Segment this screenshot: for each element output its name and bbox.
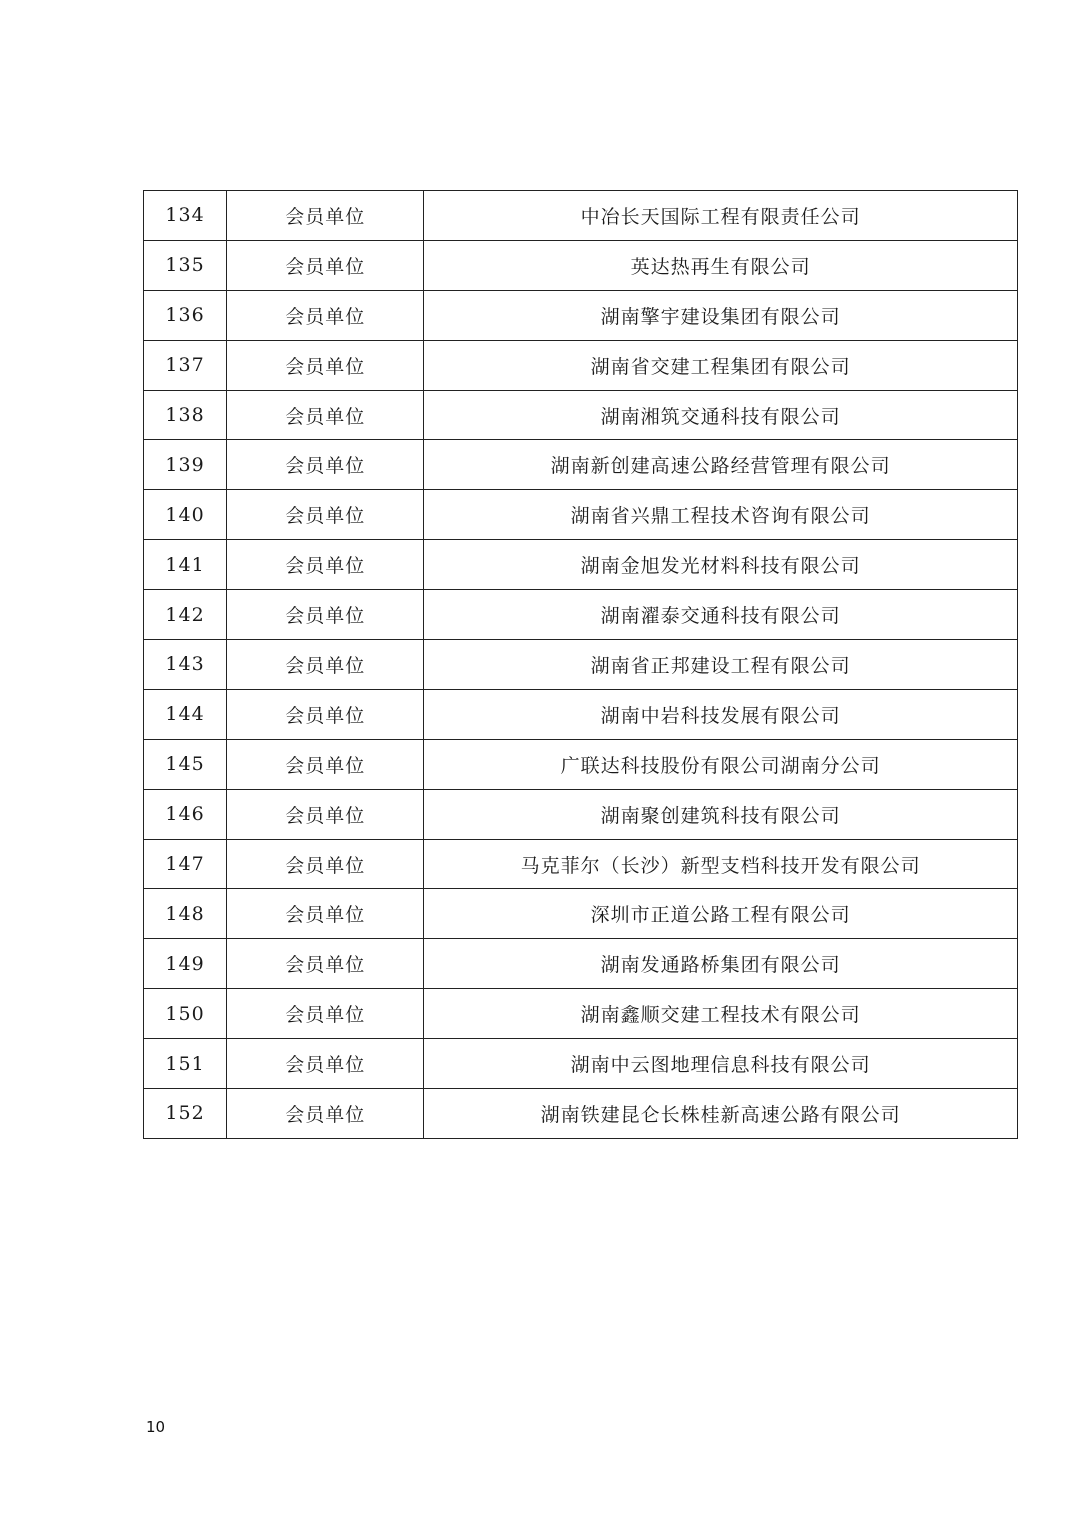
member-type-cell: 会员单位 — [227, 540, 424, 590]
member-type-cell: 会员单位 — [227, 340, 424, 390]
member-table — [143, 190, 1018, 1139]
company-name-cell: 湖南中岩科技发展有限公司 — [424, 689, 1018, 739]
company-name-cell: 湖南铁建昆仑长株桂新高速公路有限公司 — [424, 1089, 1018, 1139]
member-type-cell: 会员单位 — [227, 1089, 424, 1139]
member-type-cell: 会员单位 — [227, 889, 424, 939]
table-row — [144, 290, 1018, 340]
row-number-cell: 134 — [144, 191, 227, 241]
row-number-cell: 142 — [144, 590, 227, 640]
table-row — [144, 540, 1018, 590]
member-type-cell: 会员单位 — [227, 789, 424, 839]
row-number-cell: 143 — [144, 640, 227, 690]
member-type-cell: 会员单位 — [227, 689, 424, 739]
company-name-cell: 湖南聚创建筑科技有限公司 — [424, 789, 1018, 839]
member-type-cell: 会员单位 — [227, 739, 424, 789]
row-number-cell: 148 — [144, 889, 227, 939]
table-row — [144, 1089, 1018, 1139]
member-type-cell: 会员单位 — [227, 390, 424, 440]
member-type-cell: 会员单位 — [227, 440, 424, 490]
company-name-cell: 湖南鑫顺交建工程技术有限公司 — [424, 989, 1018, 1039]
member-type-cell: 会员单位 — [227, 1039, 424, 1089]
member-type-cell: 会员单位 — [227, 640, 424, 690]
member-type-cell: 会员单位 — [227, 240, 424, 290]
member-type-cell: 会员单位 — [227, 590, 424, 640]
table-row — [144, 440, 1018, 490]
company-name-cell: 深圳市正道公路工程有限公司 — [424, 889, 1018, 939]
row-number-cell: 140 — [144, 490, 227, 540]
company-name-cell: 湖南金旭发光材料科技有限公司 — [424, 540, 1018, 590]
row-number-cell: 135 — [144, 240, 227, 290]
member-type-cell: 会员单位 — [227, 839, 424, 889]
table-row — [144, 839, 1018, 889]
row-number-cell: 139 — [144, 440, 227, 490]
table-row — [144, 1039, 1018, 1089]
company-name-cell: 英达热再生有限公司 — [424, 240, 1018, 290]
table-row — [144, 789, 1018, 839]
company-name-cell: 广联达科技股份有限公司湖南分公司 — [424, 739, 1018, 789]
row-number-cell: 138 — [144, 390, 227, 440]
company-name-cell: 湖南新创建高速公路经营管理有限公司 — [424, 440, 1018, 490]
member-type-cell: 会员单位 — [227, 290, 424, 340]
row-number-cell: 136 — [144, 290, 227, 340]
company-name-cell: 湖南濯泰交通科技有限公司 — [424, 590, 1018, 640]
company-name-cell: 中冶长天国际工程有限责任公司 — [424, 191, 1018, 241]
table-row — [144, 191, 1018, 241]
member-table-body — [144, 191, 1018, 1139]
row-number-cell: 152 — [144, 1089, 227, 1139]
company-name-cell: 湖南湘筑交通科技有限公司 — [424, 390, 1018, 440]
row-number-cell: 144 — [144, 689, 227, 739]
table-row — [144, 340, 1018, 390]
row-number-cell: 151 — [144, 1039, 227, 1089]
row-number-cell: 149 — [144, 939, 227, 989]
table-row — [144, 939, 1018, 989]
company-name-cell: 湖南中云图地理信息科技有限公司 — [424, 1039, 1018, 1089]
table-row — [144, 390, 1018, 440]
table-row — [144, 590, 1018, 640]
row-number-cell: 150 — [144, 989, 227, 1039]
table-row — [144, 490, 1018, 540]
table-row — [144, 689, 1018, 739]
table-row — [144, 989, 1018, 1039]
company-name-cell: 湖南省正邦建设工程有限公司 — [424, 640, 1018, 690]
member-type-cell: 会员单位 — [227, 939, 424, 989]
table-row — [144, 640, 1018, 690]
company-name-cell: 湖南省兴鼎工程技术咨询有限公司 — [424, 490, 1018, 540]
company-name-cell: 湖南擎宇建设集团有限公司 — [424, 290, 1018, 340]
company-name-cell: 马克菲尔（长沙）新型支档科技开发有限公司 — [424, 839, 1018, 889]
row-number-cell: 146 — [144, 789, 227, 839]
table-row — [144, 889, 1018, 939]
company-name-cell: 湖南省交建工程集团有限公司 — [424, 340, 1018, 390]
row-number-cell: 141 — [144, 540, 227, 590]
row-number-cell: 147 — [144, 839, 227, 889]
company-name-cell: 湖南发通路桥集团有限公司 — [424, 939, 1018, 989]
member-type-cell: 会员单位 — [227, 989, 424, 1039]
table-row — [144, 739, 1018, 789]
row-number-cell: 137 — [144, 340, 227, 390]
page-number: 10 — [146, 1418, 166, 1436]
table-row — [144, 240, 1018, 290]
row-number-cell: 145 — [144, 739, 227, 789]
member-type-cell: 会员单位 — [227, 191, 424, 241]
member-type-cell: 会员单位 — [227, 490, 424, 540]
